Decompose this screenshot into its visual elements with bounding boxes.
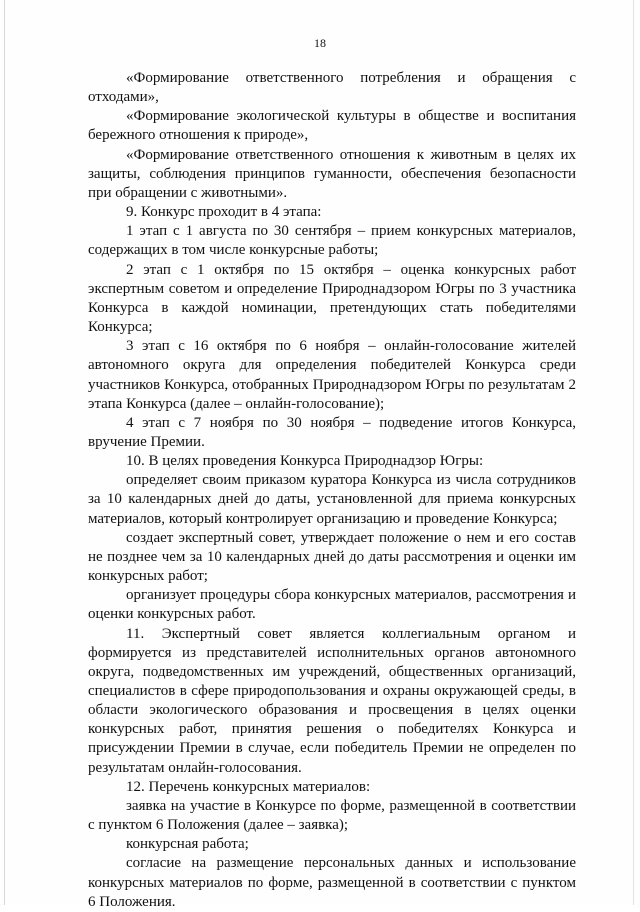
paragraph-nomination-ecoculture: «Формирование экологической культуры в обществе и воспитания бережного отношения к природе», (88, 108, 576, 144)
paragraph-contest-work: конкурсная работа; (126, 836, 249, 853)
paragraph-consent: согласие на размещение персональных данных и использование конкурсных материалов по форме, размещенной в соответствии с пунктом 6 Положения. (88, 855, 576, 910)
paragraph-stage-3: 3 этап с 16 октября по 6 ноября – онлайн-голосование жителей автономного округа для определения победителей Конкурса среди участников Конкурса, отобранных Природнадзором Югры по результатам 2 этапа Конкурса (далее – онлайн-голосование); (88, 338, 576, 412)
paragraph-expert-council: создает экспертный совет, утверждает положение о нем и его состав не позднее чем за 10 календарных дней до даты рассмотрения и оценки им конкурсных работ; (88, 529, 576, 585)
paragraph-item-11: 11. Экспертный совет является коллегиальным органом и формируется из представителей исполнительных органов автономного округа, подведомственных им учреждений, общественных организаций, специалистов в сфере природопользования и охраны окружающей среды, в области экологического образования и просвещения в целях оценки конкурсных работ, принятия решения о победителях Конкурса и присуждении Премии в случае, если победитель Премии не определен по результатам онлайн-голосования. (88, 625, 576, 776)
paragraph-application: заявка на участие в Конкурсе по форме, размещенной в соответствии с пунктом 6 Положения (далее – заявка); (88, 797, 576, 834)
paragraph-item-9: 9. Конкурс проходит в 4 этапа: (126, 204, 322, 221)
document-body (88, 69, 576, 912)
paragraph-curator: определяет своим приказом куратора Конкурса из числа сотрудников за 10 календарных дней до даты, установленной для приема конкурсных материалов, который контролирует организацию и проведение Конкурса; (88, 472, 576, 527)
scan-edge-right (633, 0, 634, 905)
paragraph-stage-1: 1 этап с 1 августа по 30 сентября – прием конкурсных материалов, содержащих в том числе конкурсные работы; (88, 223, 576, 259)
paragraph-procedures: организует процедуры сбора конкурсных материалов, рассмотрения и оценки конкурсных работ. (88, 587, 576, 623)
scan-edge-left (4, 0, 5, 905)
page-number: 18 (314, 36, 326, 50)
paragraph-stage-2: 2 этап с 1 октября по 15 октября – оценка конкурсных работ экспертным советом и определение Природнадзором Югры по 3 участника Конкурса в каждой номинации, претендующих стать победителями Конкурса; (88, 261, 576, 336)
paragraph-nomination-waste: «Формирование ответственного потребления и обращения с отходами», (88, 70, 576, 106)
paragraph-item-10: 10. В целях проведения Конкурса Природнадзор Югры: (126, 453, 484, 470)
paragraph-nomination-animals: «Формирование ответственного отношения к животным в целях их защиты, соблюдения принципов гуманности, обеспечения безопасности при обращении с животными». (88, 146, 576, 201)
paragraph-item-12: 12. Перечень конкурсных материалов: (126, 778, 371, 795)
paragraph-stage-4: 4 этап с 7 ноября по 30 ноября – подведение итогов Конкурса, вручение Премии. (88, 414, 576, 450)
